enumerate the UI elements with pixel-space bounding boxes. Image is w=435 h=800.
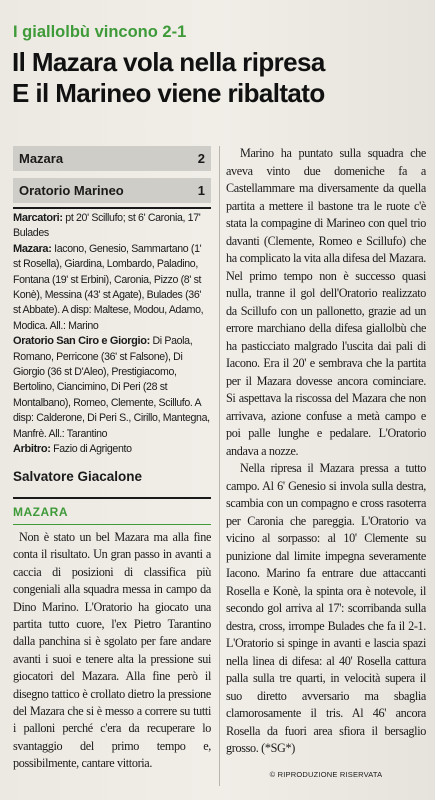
scorers: Marcatori: pt 20' Scillufo; st 6' Caronia, 17' Bulades	[13, 212, 201, 240]
lineup-mazara: Mazara: Iacono, Genesio, Sammartano (1' st Rosella), Giardina, Lombardo, Paladino, Fontana (19' st Erbini), Caronia, Pizzo (8' st Konè), Messina (43' st Agate), Bulades (36' st Abbate). A disp: Maltese, Modou, Adamo, Modica. All.: Marino	[13, 242, 204, 332]
score-divider	[13, 207, 211, 209]
copyright-notice: © RIPRODUZIONE RISERVATA	[269, 770, 383, 779]
away-goals: 1	[197, 183, 205, 198]
kicker: I giallolbù vincono 2-1	[13, 23, 187, 41]
paragraph: Marino ha puntato sulla squadra che aveva vinto due domeniche fa a Castellammare ma diversamente da quella partita a mettere il bastone tra le ruote c'è stata la compagine di Marineo con quel trio davanti (Clemente, Romeo e Scillufo) che ha complicato la vita alla difesa del Mazara. Nel primo tempo non è successo quasi nulla, tranne il gol dell'Oratorio realizzato da Scillufo con un pallonetto, grazie ad un errore marchiano della difesa giallolbù che ha pasticciato malgrado l'uscita dai pali di Iacono. Era il 20' e sembrava che la partita per il Mazara dovesse ancora cominciare. Si aspettava la riscossa del Mazara che non arrivava, azione confuse a metà campo e poi palle lunghe e pedalare. L'Oratorio andava a nozze.	[226, 146, 426, 458]
home-team: Mazara	[19, 151, 64, 166]
author-divider	[13, 497, 211, 499]
paragraph: Nella ripresa il Mazara pressa a tutto campo. Al 6' Genesio si invola sulla destra, scambia con un compagno e cross rasoterra per Caronia che pareggia. L'Oratorio va vicino al sorpasso: al 10' Clemente su punizione dal limite impegna severamente Iacono. Marino fa entrare due attaccanti Rosella e Konè, la spinta ora è notevole, il secondo gol arriva al 17': scorribanda sulla destra, cross, irrompe Bulades che fa il 2-1. L'Oratorio si spinge in avanti e lascia spazi nella linea di difesa: al 40' Rosella cattura palla sulla tre quarti, in velocità supera il suo diretto avversario ma sbaglia clamorosamente il tris. Al 46' ancora Rosella da fuori area sfiora il bersaglio grosso. (*SG*)	[226, 461, 426, 755]
away-team: Oratorio Marineo	[19, 183, 124, 198]
author-byline: Salvatore Giacalone	[13, 469, 143, 484]
score-row-away	[13, 178, 211, 203]
column-divider	[219, 146, 220, 786]
score-row-home	[13, 146, 211, 171]
match-sheet	[13, 211, 211, 458]
referee: Arbitro: Fazio di Agrigento	[13, 443, 132, 456]
dateline: MAZARA	[13, 505, 68, 519]
headline-line-2: E il Marineo viene ribaltato	[12, 78, 325, 108]
article-body-left	[13, 529, 211, 773]
home-goals: 2	[197, 151, 205, 166]
headline-line-1: Il Mazara vola nella ripresa	[12, 47, 325, 77]
article-body-right	[226, 145, 426, 758]
paragraph: Non è stato un bel Mazara ma alla fine conta il risultato. Un gran passo in avanti a caccia di posizioni di classifica più congeniali alla squadra messa in campo da Dino Marino. L'Oratorio ha giocato una partita tutto cuore, l'ex Pietro Tarantino dalla panchina si è sgolato per fare andare avanti i suoi e tenere alta la pressione sui giocatori del Mazara. Alla fine però il disegno tattico è crollato dietro la pressione del Mazara che si è messo a correre su tutti i palloni perché c'era da recuperare lo svantaggio del primo tempo e, possibilmente, cantare vittoria.	[13, 530, 211, 771]
headline	[12, 47, 430, 109]
lineup-oratorio: Oratorio San Ciro e Giorgio: Di Paola, Romano, Perricone (36' st Falsone), Di Giorgio (36 st D'Aleo), Prestigiacomo, Bertolino, Ciancimino, Di Peri (28 st Montalbano), Romeo, Clemente, Scillufo. A disp: Calderone, Di Peri S., Cirillo, Mantegna, Manfrè. All.: Tarantino	[13, 335, 210, 440]
score-box	[13, 146, 211, 209]
dateline-divider	[13, 524, 211, 525]
